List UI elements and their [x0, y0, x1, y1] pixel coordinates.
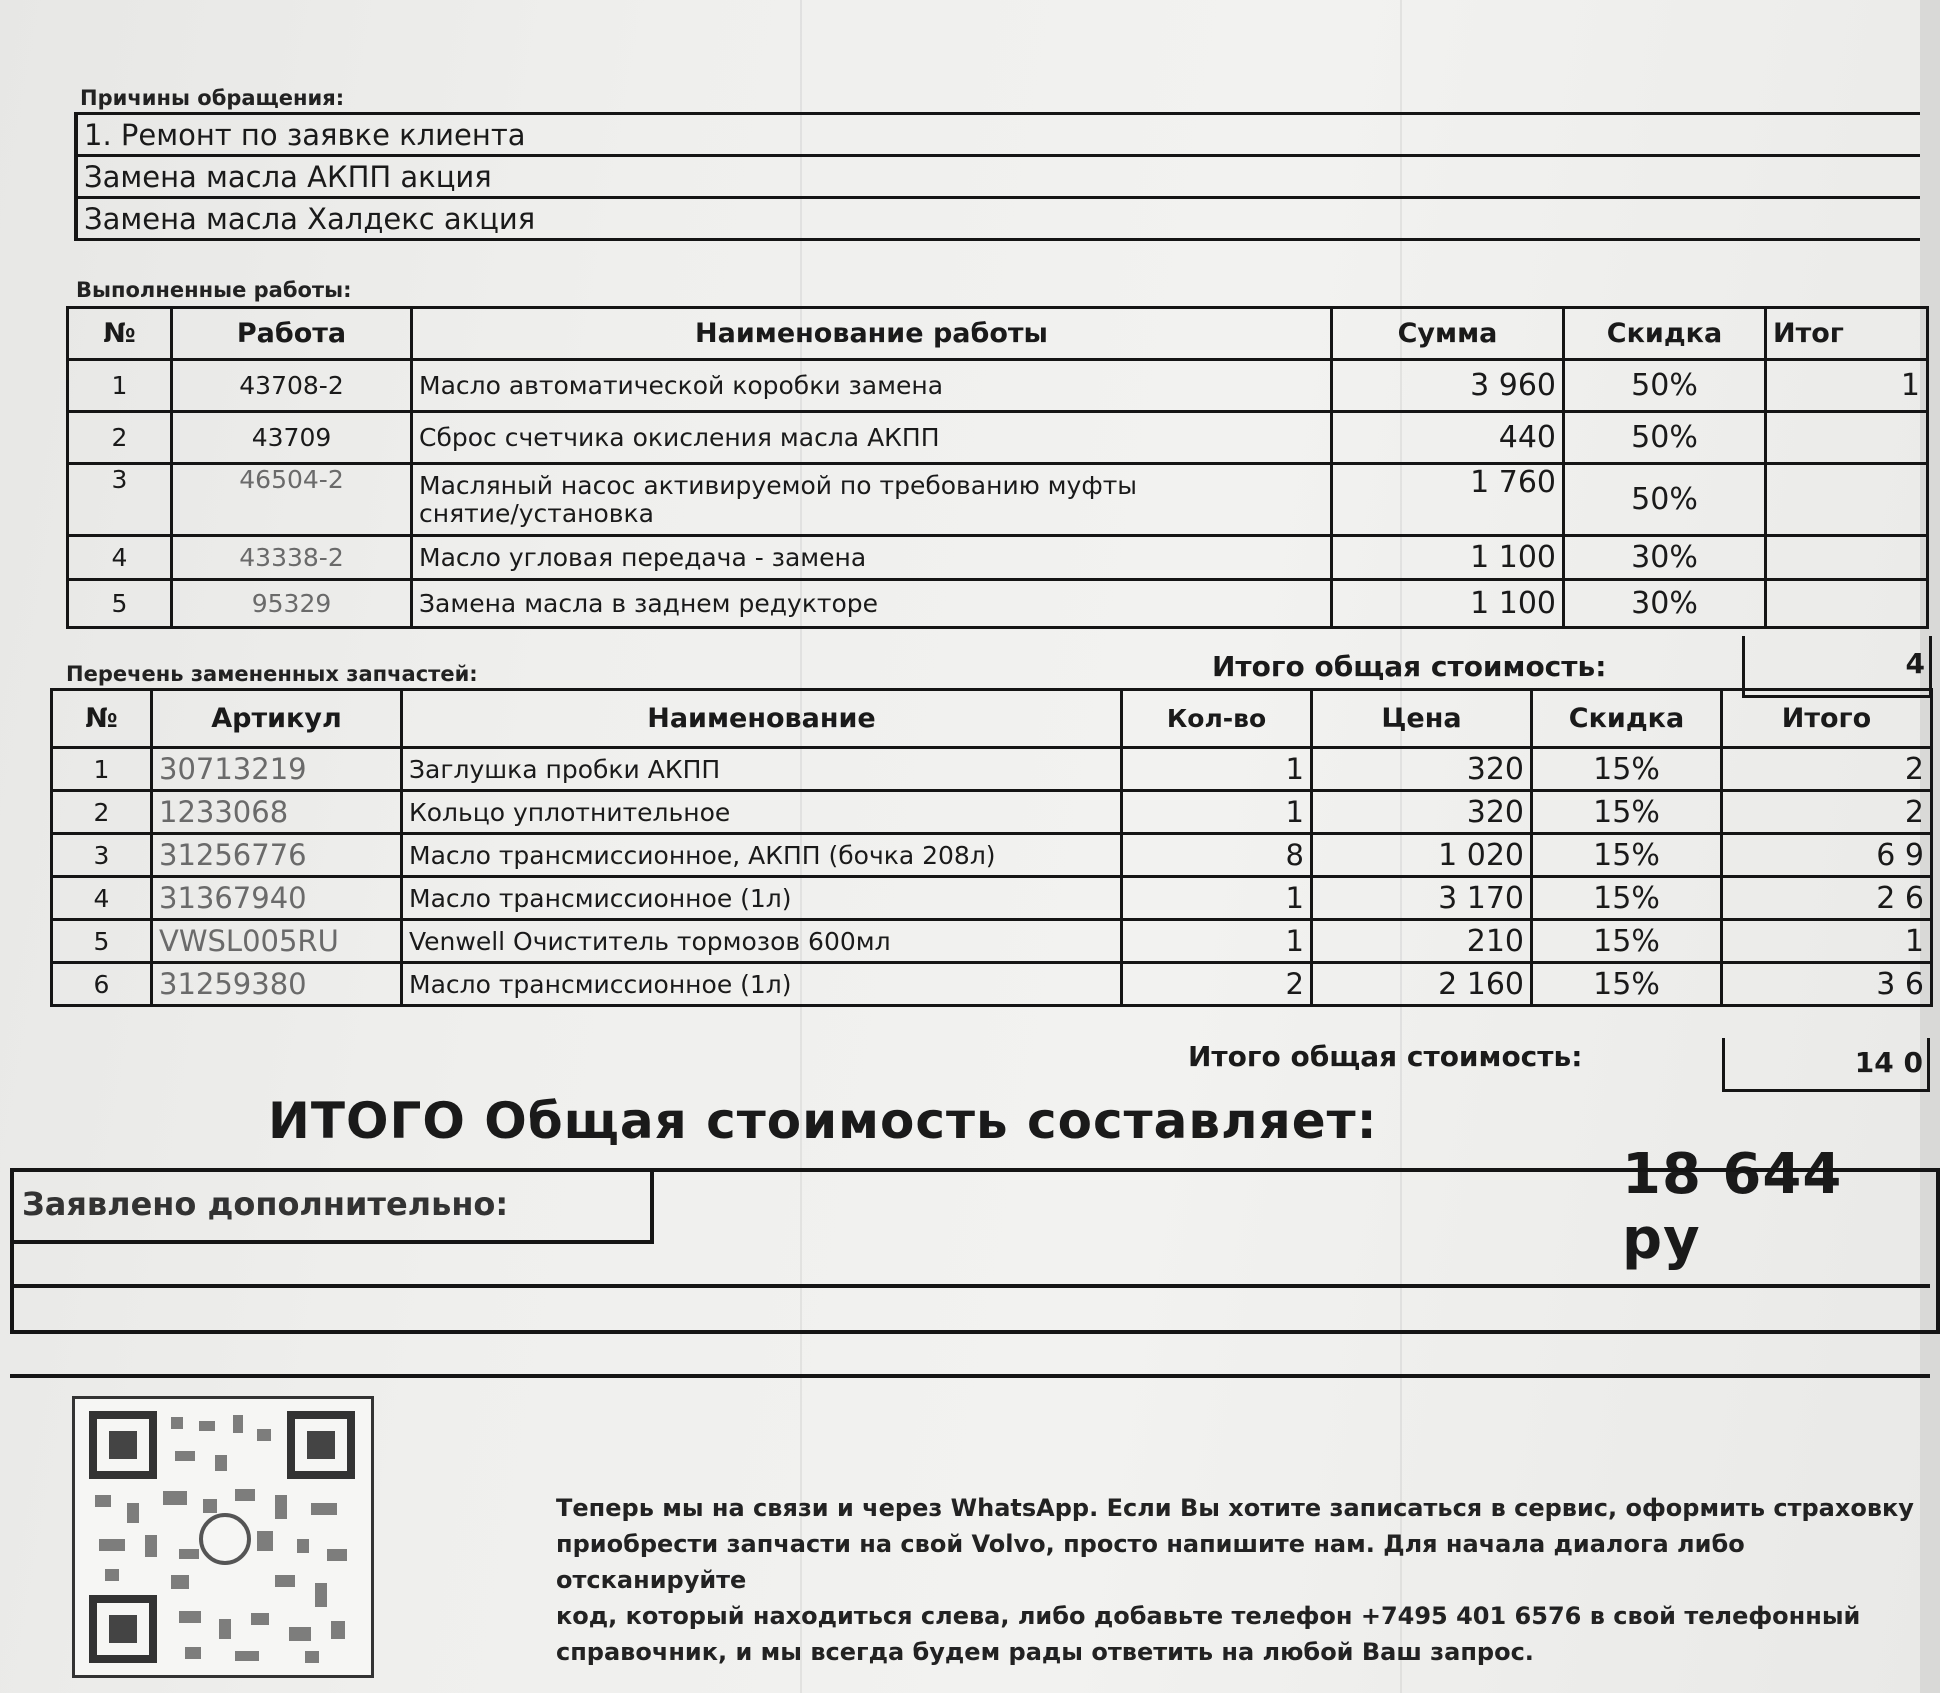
work-discount: 50% [1564, 464, 1766, 536]
part-qty: 2 [1122, 963, 1312, 1006]
extra-line [10, 1284, 1930, 1288]
row-number: 1 [52, 748, 152, 791]
table-row [68, 360, 1928, 412]
part-price: 320 [1312, 791, 1532, 834]
work-sum: 3 960 [1332, 360, 1564, 412]
part-discount: 15% [1532, 920, 1722, 963]
footer-line: справочник, и мы всегда будем рады ответить на любой Ваш запрос. [556, 1638, 1534, 1666]
part-price: 210 [1312, 920, 1532, 963]
part-discount: 15% [1532, 791, 1722, 834]
part-qty: 1 [1122, 748, 1312, 791]
work-total [1766, 412, 1928, 464]
works-header: Наименование работы [412, 308, 1332, 360]
part-article: 31256776 [152, 834, 402, 877]
work-name-line: снятие/установка [419, 498, 654, 528]
grand-total-value: 18 644 ру [1622, 1142, 1843, 1272]
reason-item: Замена масла АКПП акция [76, 156, 1920, 198]
part-total: 6 9 [1722, 834, 1932, 877]
row-number: 4 [52, 877, 152, 920]
parts-header: № [52, 690, 152, 748]
works-header: № [68, 308, 172, 360]
part-discount: 15% [1532, 877, 1722, 920]
part-name: Масло трансмиссионное (1л) [402, 877, 1122, 920]
work-discount: 30% [1564, 536, 1766, 580]
table-row [68, 536, 1928, 580]
part-discount: 15% [1532, 963, 1722, 1006]
works-header: Сумма [1332, 308, 1564, 360]
parts-header: Итого [1722, 690, 1932, 748]
work-sum: 1 100 [1332, 580, 1564, 628]
part-total: 3 6 [1722, 963, 1932, 1006]
table-row [52, 791, 1932, 834]
footer-line: приобрести запчасти на свой Volvo, просто напишите нам. Для начала диалога либо отсканируйте [556, 1530, 1745, 1594]
table-row [52, 748, 1932, 791]
row-number: 2 [52, 791, 152, 834]
table-row [68, 580, 1928, 628]
footer-text [556, 1490, 1920, 1670]
extra-label: Заявлено дополнительно: [14, 1172, 654, 1244]
row-number: 6 [52, 963, 152, 1006]
work-name: Сброс счетчика окисления масла АКПП [412, 412, 1332, 464]
table-row [68, 412, 1928, 464]
part-total: 1 [1722, 920, 1932, 963]
work-name: Масло автоматической коробки замена [412, 360, 1332, 412]
work-code: 46504-2 [172, 464, 412, 536]
part-article: VWSL005RU [152, 920, 402, 963]
work-total: 1 [1766, 360, 1928, 412]
parts-table [50, 688, 1933, 1007]
work-code: 43708-2 [172, 360, 412, 412]
row-number: 5 [68, 580, 172, 628]
work-total [1766, 464, 1928, 536]
part-article: 31367940 [152, 877, 402, 920]
grand-total-label: ИТОГО Общая стоимость составляет: [268, 1092, 1378, 1150]
work-name [412, 464, 1332, 536]
parts-title: Перечень замененных запчастей: [66, 662, 478, 686]
row-number: 4 [68, 536, 172, 580]
parts-header: Скидка [1532, 690, 1722, 748]
row-number: 3 [68, 464, 172, 536]
row-number: 2 [68, 412, 172, 464]
work-discount: 30% [1564, 580, 1766, 628]
qr-code-icon [75, 1399, 371, 1675]
work-code: 43709 [172, 412, 412, 464]
work-code: 95329 [172, 580, 412, 628]
part-name: Масло трансмиссионное, АКПП (бочка 208л) [402, 834, 1122, 877]
table-row [52, 834, 1932, 877]
footer-line: код, который находиться слева, либо добавьте телефон +7495 401 6576 в свой телефонный [556, 1602, 1861, 1630]
works-total-value: 4 [1742, 636, 1932, 698]
part-article: 1233068 [152, 791, 402, 834]
table-row [52, 877, 1932, 920]
work-code: 43338-2 [172, 536, 412, 580]
reasons-title: Причины обращения: [80, 86, 345, 110]
work-total [1766, 580, 1928, 628]
works-total-label: Итого общая стоимость: [1212, 650, 1607, 683]
reason-item: Замена масла Халдекс акция [76, 198, 1920, 240]
parts-total-value: 14 0 [1722, 1038, 1930, 1092]
footer-line: Теперь мы на связи и через WhatsApp. Если Вы хотите записаться в сервис, оформить страховку [556, 1494, 1914, 1522]
part-qty: 8 [1122, 834, 1312, 877]
part-name: Масло трансмиссионное (1л) [402, 963, 1122, 1006]
part-total: 2 [1722, 791, 1932, 834]
work-sum: 1 760 [1332, 464, 1564, 536]
part-price: 2 160 [1312, 963, 1532, 1006]
qr-code [72, 1396, 374, 1678]
work-sum: 440 [1332, 412, 1564, 464]
work-sum: 1 100 [1332, 536, 1564, 580]
part-name: Кольцо уплотнительное [402, 791, 1122, 834]
part-price: 3 170 [1312, 877, 1532, 920]
part-name: Venwell Очиститель тормозов 600мл [402, 920, 1122, 963]
parts-header: Кол-во [1122, 690, 1312, 748]
table-row [52, 963, 1932, 1006]
row-number: 1 [68, 360, 172, 412]
work-discount: 50% [1564, 412, 1766, 464]
parts-total-label: Итого общая стоимость: [1188, 1040, 1583, 1073]
extra-line [10, 1374, 1930, 1378]
works-header: Скидка [1564, 308, 1766, 360]
reason-item: 1. Ремонт по заявке клиента [76, 114, 1920, 156]
part-article: 30713219 [152, 748, 402, 791]
row-number: 5 [52, 920, 152, 963]
work-discount: 50% [1564, 360, 1766, 412]
part-discount: 15% [1532, 748, 1722, 791]
works-header: Работа [172, 308, 412, 360]
works-table [66, 306, 1929, 629]
reasons-table [74, 112, 1920, 241]
work-total [1766, 536, 1928, 580]
part-name: Заглушка пробки АКПП [402, 748, 1122, 791]
parts-header: Наименование [402, 690, 1122, 748]
part-price: 320 [1312, 748, 1532, 791]
part-article: 31259380 [152, 963, 402, 1006]
row-number: 3 [52, 834, 152, 877]
part-qty: 1 [1122, 920, 1312, 963]
table-row [68, 464, 1928, 536]
part-total: 2 6 [1722, 877, 1932, 920]
works-title: Выполненные работы: [76, 278, 352, 302]
part-qty: 1 [1122, 791, 1312, 834]
works-header: Итог [1766, 308, 1928, 360]
part-total: 2 [1722, 748, 1932, 791]
parts-header: Цена [1312, 690, 1532, 748]
part-discount: 15% [1532, 834, 1722, 877]
part-price: 1 020 [1312, 834, 1532, 877]
part-qty: 1 [1122, 877, 1312, 920]
work-name: Замена масла в заднем редукторе [412, 580, 1332, 628]
work-name: Масло угловая передача - замена [412, 536, 1332, 580]
work-name-line: Масляный насос активируемой по требованию муфты [419, 470, 1138, 500]
table-row [52, 920, 1932, 963]
parts-header: Артикул [152, 690, 402, 748]
